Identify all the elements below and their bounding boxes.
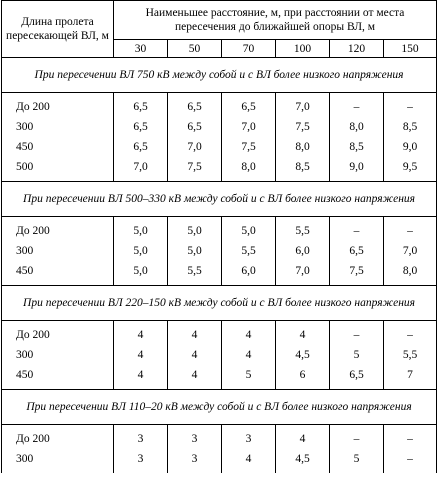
distance-cell: 7,0 — [168, 137, 222, 157]
distance-cell: 5 — [222, 365, 276, 390]
span-length-header: Длина пролета пересекающей ВЛ, м — [2, 1, 114, 58]
distance-cell: 8,5 — [276, 157, 330, 182]
distance-cell: 7,0 — [114, 157, 168, 182]
table-body — [2, 58, 437, 474]
distance-cell: 7,5 — [222, 137, 276, 157]
distance-cell: 5,0 — [114, 261, 168, 286]
distance-cell: 5,5 — [384, 345, 437, 365]
distance-cell: – — [384, 425, 437, 450]
section-header-row — [2, 58, 437, 93]
table-row — [2, 365, 437, 390]
column-header: 120 — [330, 40, 384, 58]
distance-cell: 6 — [276, 365, 330, 390]
distance-cell: 5,5 — [276, 217, 330, 242]
section-header-row — [2, 286, 437, 321]
distance-header: Наименьшее расстояние, м, при расстоянии от места пересечения до ближайшей опоры ВЛ, м — [114, 1, 437, 40]
distance-cell: – — [384, 321, 437, 346]
table-row — [2, 449, 437, 473]
distance-cell: 7 — [384, 365, 437, 390]
distance-cell: 3 — [222, 425, 276, 450]
span-length-cell: 300 — [2, 241, 114, 261]
table-row — [2, 93, 437, 118]
distance-cell: 6,5 — [114, 117, 168, 137]
table-row — [2, 117, 437, 137]
distance-cell: – — [384, 449, 437, 473]
span-length-cell: 450 — [2, 365, 114, 390]
distance-cell: 9,0 — [330, 157, 384, 182]
distance-cell: 8,0 — [276, 137, 330, 157]
section-title: При пересечении ВЛ 220–150 кВ между собой и с ВЛ более низкого напряжения — [2, 286, 437, 321]
distance-cell: – — [384, 217, 437, 242]
distance-cell: 7,0 — [222, 117, 276, 137]
distance-cell: 7,0 — [384, 241, 437, 261]
distance-cell: 6,0 — [222, 261, 276, 286]
table-row — [2, 217, 437, 242]
distance-cell: 4 — [114, 345, 168, 365]
distance-cell: 6,5 — [114, 93, 168, 118]
distance-cell: 4,5 — [276, 449, 330, 473]
distance-cell: 3 — [114, 425, 168, 450]
span-length-cell: 450 — [2, 261, 114, 286]
distance-cell: 6,5 — [168, 117, 222, 137]
distance-cell: 9,5 — [384, 157, 437, 182]
distance-cell: – — [330, 93, 384, 118]
distance-cell: 8,5 — [330, 137, 384, 157]
section-title: При пересечении ВЛ 750 кВ между собой и с ВЛ более низкого напряжения — [2, 58, 437, 93]
table-row — [2, 345, 437, 365]
distance-cell: – — [384, 93, 437, 118]
section-header-row — [2, 182, 437, 217]
distance-cell: 4 — [168, 345, 222, 365]
table-row — [2, 261, 437, 286]
distance-cell: 4 — [168, 365, 222, 390]
distance-cell: 8,5 — [384, 117, 437, 137]
span-length-cell: 300 — [2, 117, 114, 137]
section-header-row — [2, 390, 437, 425]
distance-cell: 7,5 — [168, 157, 222, 182]
span-length-cell: До 200 — [2, 425, 114, 450]
table-row — [2, 157, 437, 182]
span-length-cell: 500 — [2, 157, 114, 182]
distance-cell: 6,5 — [330, 365, 384, 390]
distance-cell: 3 — [168, 449, 222, 473]
distance-cell: 4 — [114, 321, 168, 346]
column-header: 150 — [384, 40, 437, 58]
column-header: 100 — [276, 40, 330, 58]
column-header: 30 — [114, 40, 168, 58]
distance-cell: 4 — [168, 321, 222, 346]
distance-cell: 5,5 — [168, 261, 222, 286]
table-row — [2, 425, 437, 450]
distance-cell: 4,5 — [276, 345, 330, 365]
distance-cell: 4 — [222, 449, 276, 473]
distance-cell: 6,5 — [222, 93, 276, 118]
span-length-cell: 300 — [2, 449, 114, 473]
distance-cell: 6,0 — [276, 241, 330, 261]
table-header — [2, 1, 437, 58]
distance-cell: 6,5 — [168, 93, 222, 118]
distance-cell: 3 — [114, 449, 168, 473]
distance-cell: – — [330, 217, 384, 242]
section-title: При пересечении ВЛ 110–20 кВ между собой и с ВЛ более низкого напряжения — [2, 390, 437, 425]
span-length-cell: 300 — [2, 345, 114, 365]
distance-cell: 7,5 — [276, 117, 330, 137]
span-length-cell: 450 — [2, 137, 114, 157]
distance-cell: 5,0 — [168, 241, 222, 261]
distance-cell: 8,0 — [222, 157, 276, 182]
table-row — [2, 241, 437, 261]
clearance-table — [1, 0, 437, 473]
column-header: 70 — [222, 40, 276, 58]
column-header: 50 — [168, 40, 222, 58]
distance-cell: 9,0 — [384, 137, 437, 157]
distance-cell: 4 — [222, 345, 276, 365]
distance-cell: 7,5 — [330, 261, 384, 286]
section-title: При пересечении ВЛ 500–330 кВ между собой и с ВЛ более низкого напряжения — [2, 182, 437, 217]
span-length-cell: До 200 — [2, 217, 114, 242]
distance-cell: 8,0 — [330, 117, 384, 137]
span-length-cell: До 200 — [2, 321, 114, 346]
distance-cell: 7,0 — [276, 93, 330, 118]
distance-cell: 4 — [276, 425, 330, 450]
distance-cell: 5,0 — [222, 217, 276, 242]
span-length-cell: До 200 — [2, 93, 114, 118]
distance-cell: 4 — [276, 321, 330, 346]
distance-cell: 3 — [168, 425, 222, 450]
distance-cell: – — [330, 425, 384, 450]
distance-cell: – — [330, 321, 384, 346]
table-row — [2, 321, 437, 346]
distance-cell: 5 — [330, 345, 384, 365]
distance-cell: 6,5 — [330, 241, 384, 261]
distance-cell: 4 — [222, 321, 276, 346]
distance-cell: 5,0 — [114, 241, 168, 261]
distance-cell: 7,0 — [276, 261, 330, 286]
distance-cell: 5,5 — [222, 241, 276, 261]
distance-cell: 5 — [330, 449, 384, 473]
distance-cell: 5,0 — [168, 217, 222, 242]
table-row — [2, 137, 437, 157]
distance-cell: 5,0 — [114, 217, 168, 242]
distance-cell: 6,5 — [114, 137, 168, 157]
distance-cell: 8,0 — [384, 261, 437, 286]
distance-cell: 4 — [114, 365, 168, 390]
